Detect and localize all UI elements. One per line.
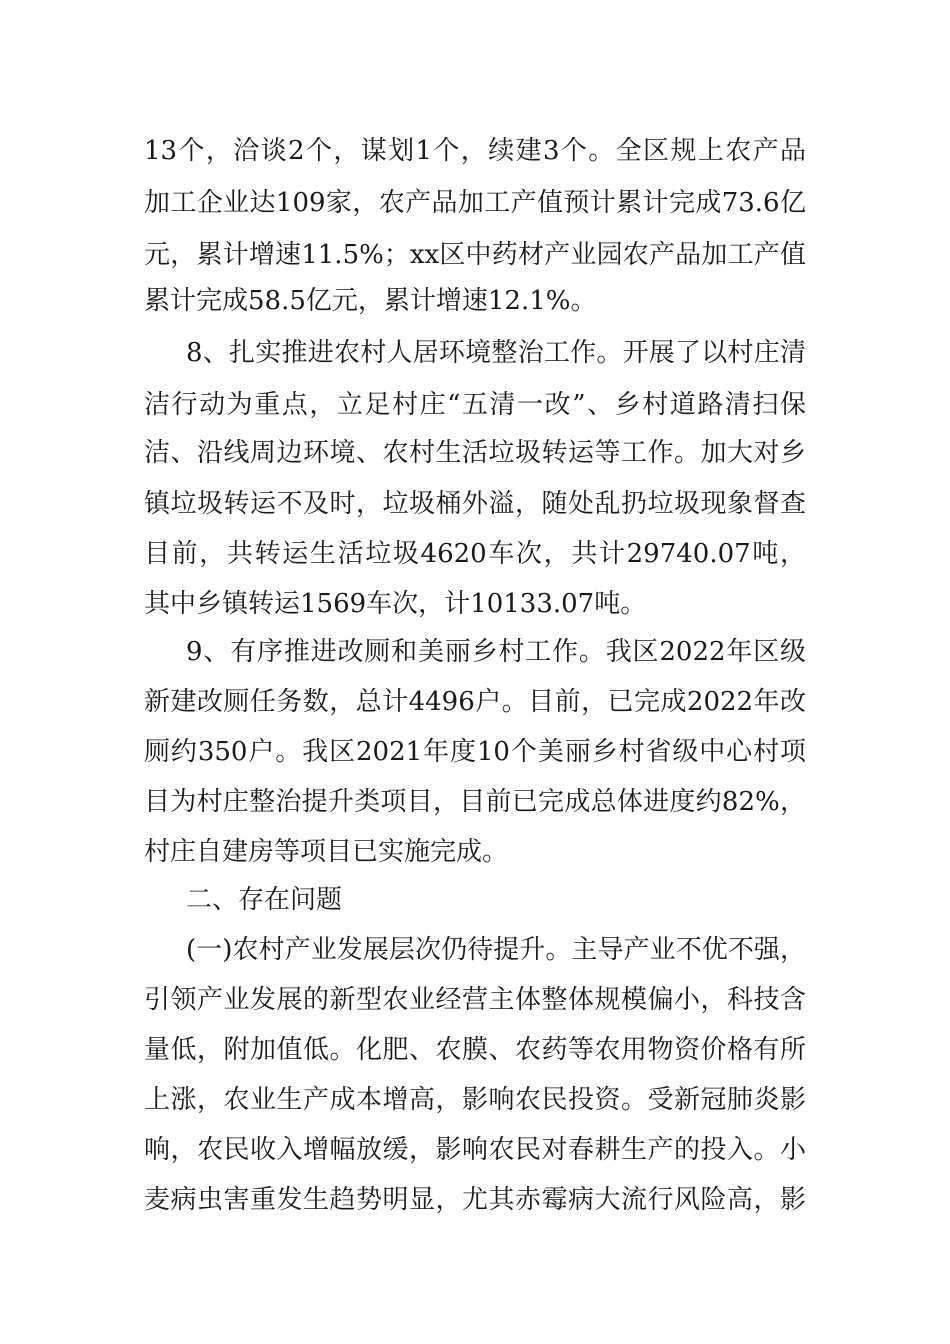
text-line: 其中乡镇转运1569车次，计10133.07吨。: [144, 589, 647, 619]
text-line: 新建改厕任务数，总计4496户。目前，已完成2022年改: [144, 687, 806, 717]
section-heading: 二、存在问题: [186, 885, 343, 915]
text-line: 量低，附加值低。化肥、农膜、农药等农用物资价格有所: [144, 1035, 806, 1065]
text-line: 目为村庄整治提升类项目，目前已完成总体进度约82%，: [144, 787, 806, 817]
text-line: 目前，共转运生活垃圾4620车次，共计29740.07吨，: [144, 539, 806, 569]
text-line: 上涨，农业生产成本增高，影响农民投资。受新冠肺炎影: [144, 1085, 806, 1115]
text-line: 9、有序推进改厕和美丽乡村工作。我区2022年区级: [186, 637, 806, 667]
text-line: 村庄自建房等项目已实施完成。: [144, 837, 509, 867]
text-line: 8、扎实推进农村人居环境整治工作。开展了以村庄清: [186, 338, 806, 368]
text-line: 累计完成58.5亿元，累计增速12.1%。: [144, 286, 597, 316]
text-line: 洁行动为重点，立足村庄“五清一改”、乡村道路清扫保: [144, 390, 806, 420]
text-line: 厕约350户。我区2021年度10个美丽乡村省级中心村项: [144, 737, 806, 767]
text-line: 元，累计增速11.5%；xx区中药材产业园农产品加工产值: [144, 240, 806, 270]
text-line: 引领产业发展的新型农业经营主体整体规模偏小，科技含: [144, 985, 806, 1015]
text-line: 响，农民收入增幅放缓，影响农民对春耕生产的投入。小: [144, 1135, 806, 1165]
text-line: 13个，洽谈2个，谋划1个，续建3个。全区规上农产品: [144, 136, 806, 166]
text-line: 镇垃圾转运不及时，垃圾桶外溢，随处乱扔垃圾现象督查: [144, 489, 806, 519]
text-line: 加工企业达109家，农产品加工产值预计累计完成73.6亿: [144, 188, 806, 218]
text-line: (一)农村产业发展层次仍待提升。主导产业不优不强，: [186, 935, 806, 965]
text-line: 洁、沿线周边环境、农村生活垃圾转运等工作。加大对乡: [144, 438, 806, 468]
text-line: 麦病虫害重发生趋势明显，尤其赤霉病大流行风险高，影: [144, 1185, 806, 1215]
